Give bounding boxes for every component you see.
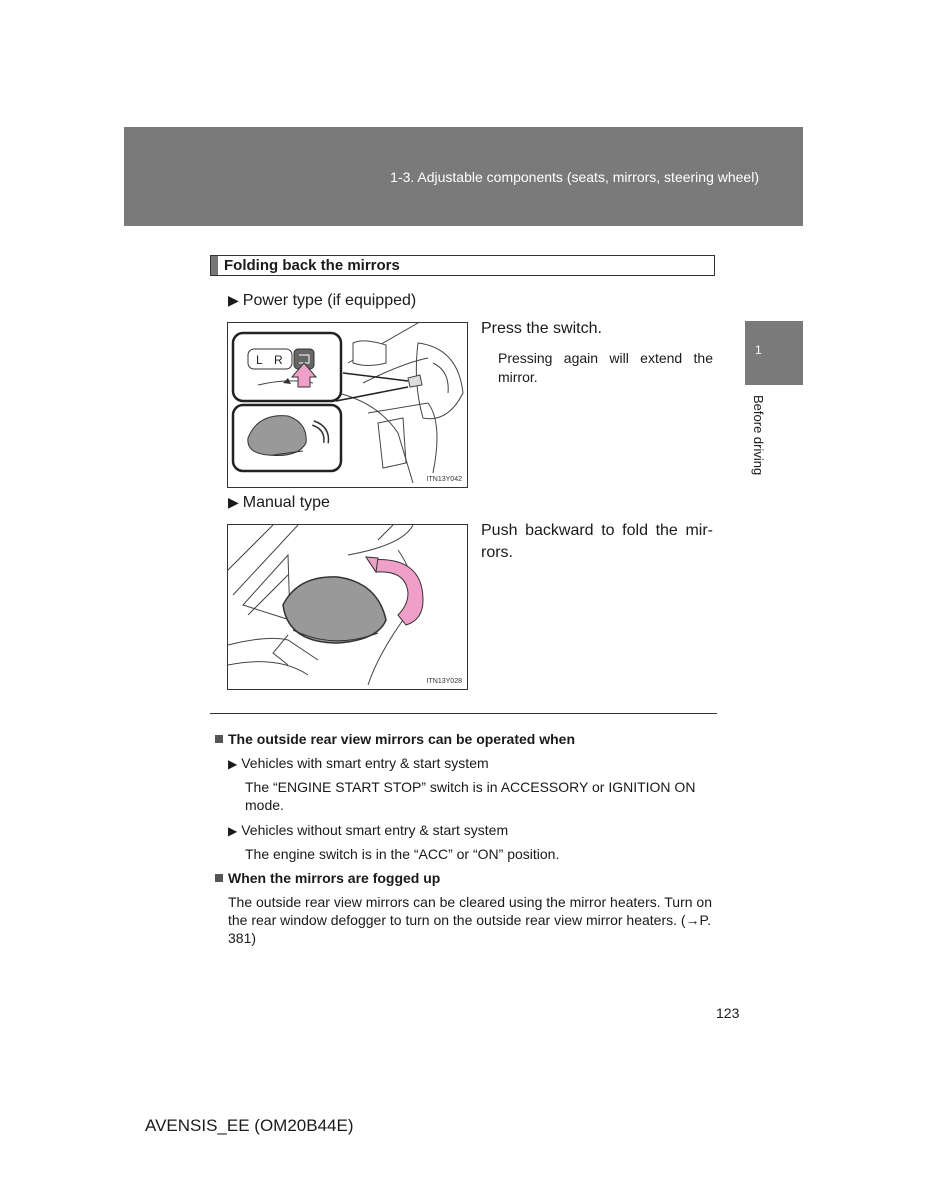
note-fogged-text: The outside rear view mirrors can be cleared using the mirror heaters. Turn on the rear window defogger to turn on the outside rear view mirror heaters. (→P. 381) [228, 894, 712, 946]
power-type-label: ▶ Power type (if equipped) [228, 292, 417, 309]
power-type-instruction: Press the switch. [481, 320, 602, 337]
triangle-bullet-icon: ▶ [228, 757, 238, 771]
switch-r-label: R [274, 353, 283, 367]
chapter-tab-number: 1 [755, 343, 762, 357]
power-type-note: Pressing again will extend the mirror. [498, 350, 713, 385]
triangle-bullet-icon: ▶ [228, 292, 239, 308]
note-no-smart-text: The engine switch is in the “ACC” or “ON” position. [245, 846, 560, 862]
section-heading-bar [211, 256, 218, 275]
chapter-tab-label: Before driving [751, 395, 766, 476]
chapter-title: 1-3. Adjustable components (seats, mirrors, steering wheel) [390, 169, 759, 185]
section-heading-text: Folding back the mirrors [224, 257, 400, 274]
manual-code-footer: AVENSIS_EE (OM20B44E) [145, 1116, 354, 1135]
figure-code: ITN13Y028 [426, 678, 462, 685]
square-bullet-icon [215, 735, 223, 743]
page-number: 123 [716, 1005, 740, 1021]
triangle-bullet-icon: ▶ [228, 494, 239, 510]
triangle-bullet-icon: ▶ [228, 824, 238, 838]
note-smart-text: The “ENGINE START STOP” switch is in ACCESSORY or IGNITION ON mode. [245, 779, 696, 813]
manual-type-instruction: Push backward to fold the mir-rors. [481, 522, 713, 561]
manual-fold-illustration-icon [228, 525, 468, 690]
chapter-header-band [124, 127, 803, 226]
divider [210, 713, 717, 714]
manual-type-label: ▶ Manual type [228, 494, 330, 511]
note-fogged-heading: When the mirrors are fogged up [215, 870, 440, 886]
square-bullet-icon [215, 874, 223, 882]
chapter-tab [745, 321, 803, 385]
note-operated-heading: The outside rear view mirrors can be operated when [215, 731, 575, 747]
note-no-smart-label: ▶ Vehicles without smart entry & start system [228, 822, 509, 838]
switch-l-label: L [256, 353, 263, 367]
section-heading [210, 255, 715, 276]
figure-code: ITN13Y042 [426, 476, 462, 483]
manual-fold-figure [227, 524, 468, 690]
note-smart-label: ▶ Vehicles with smart entry & start system [228, 755, 489, 771]
power-switch-figure [227, 322, 468, 488]
power-switch-illustration-icon [228, 323, 468, 488]
